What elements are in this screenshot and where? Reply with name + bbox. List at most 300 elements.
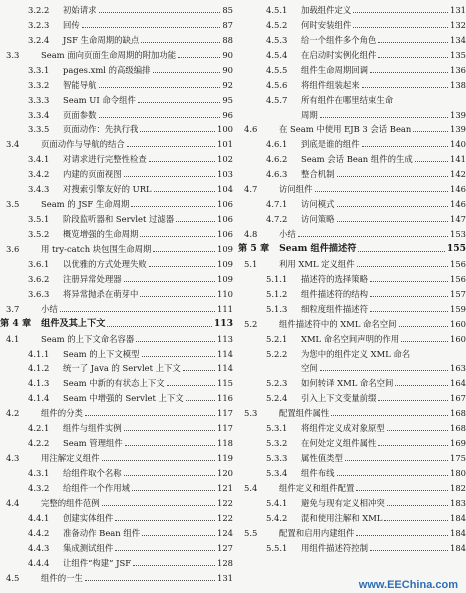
toc-entry-number: 3.5.1 (28, 214, 50, 225)
toc-entry-number: 3.6.2 (28, 273, 50, 284)
toc-entry (0, 568, 233, 583)
toc-entry-page: 153 (450, 229, 466, 239)
toc-dot-leader (149, 161, 215, 162)
toc-entry-title: 用 try-catch 块包围生命周期 (41, 243, 152, 254)
toc-entry-page: 109 (217, 258, 233, 269)
toc-entry (0, 90, 233, 105)
toc-entry-number: 4.4.1 (28, 512, 50, 523)
site-watermark: www.EEChina.com (358, 579, 458, 591)
toc-entry-number: 5.1 (244, 258, 258, 269)
toc-entry-title: 用组件描述符控制 (301, 542, 368, 553)
toc-entry (238, 179, 466, 194)
toc-entry-number: 3.4.2 (28, 169, 50, 180)
toc-entry-number: 5.3 (244, 408, 258, 419)
toc-entry (0, 30, 233, 45)
toc-entry (238, 164, 466, 179)
toc-dot-leader (353, 12, 448, 13)
toc-entry-page: 131 (450, 4, 466, 15)
toc-entry (238, 120, 466, 135)
toc-entry-page: 102 (217, 154, 233, 165)
toc-dot-leader (362, 146, 448, 147)
toc-entry-number: 3.7 (6, 303, 20, 314)
toc-entry-title: Seam 的上下文模型 (63, 348, 140, 359)
toc-entry-number: 4.5.3 (266, 34, 288, 45)
toc-entry-number: 5.1.3 (266, 303, 288, 314)
toc-dot-leader (298, 236, 448, 237)
toc-dot-leader (124, 281, 215, 282)
toc-entry-page: 134 (450, 34, 466, 45)
toc-entry-number: 4.5.5 (266, 64, 288, 75)
toc-entry-number: 5.1.1 (266, 273, 288, 284)
toc-dot-leader (124, 176, 215, 177)
toc-entry-title: 将异常抛杀在萌芽中 (63, 288, 139, 299)
toc-entry-page: 139 (450, 124, 466, 135)
toc-entry-number: 4.5.7 (266, 94, 288, 105)
toc-dot-leader (331, 415, 448, 416)
toc-entry-title: 小结 (41, 303, 58, 314)
toc-entry-page: 184 (450, 542, 466, 553)
toc-entry-number: 3.5 (6, 199, 20, 210)
toc-entry (0, 359, 233, 374)
toc-entry-title: 属性值类型 (301, 453, 343, 464)
toc-entry-page: 120 (217, 468, 233, 478)
toc-entry (0, 224, 233, 239)
toc-entry-number: 5.3.2 (266, 438, 288, 449)
toc-entry (238, 493, 466, 508)
toc-entry-number: 5.4.1 (266, 497, 288, 508)
toc-entry-page: 85 (222, 4, 233, 15)
toc-entry (0, 448, 233, 463)
toc-entry (0, 388, 233, 403)
toc-entry-page: 128 (217, 557, 233, 568)
toc-entry-number: 4.7.1 (266, 199, 288, 210)
toc-entry-number: 4.4.2 (28, 527, 50, 538)
toc-entry-title: 在 Seam 中使用 EJB 3 会话 Bean (279, 124, 412, 135)
toc-dot-leader (320, 117, 448, 118)
toc-entry-number: 5.2.1 (266, 333, 288, 344)
toc-entry-title: Seam 组件描述符 (279, 242, 357, 254)
toc-entry (0, 164, 233, 179)
toc-entry-title: 空间 (301, 363, 318, 374)
toc-dot-leader (337, 475, 449, 476)
toc-entry (0, 239, 233, 254)
toc-entry (238, 75, 466, 90)
toc-entry-page: 146 (450, 199, 466, 210)
toc-entry-title: 用注解定义组件 (41, 453, 100, 464)
toc-entry-title: 组件生命周期回调 (301, 64, 368, 75)
toc-dot-leader (178, 57, 220, 58)
toc-entry-page: 122 (217, 497, 233, 508)
toc-entry (0, 403, 233, 418)
toc-entry-title: 页面动作：先执行我 (63, 124, 139, 135)
toc-dot-leader (102, 460, 215, 461)
toc-entry-number: 5.2.3 (266, 378, 288, 389)
toc-entry (238, 299, 466, 314)
toc-entry (238, 284, 466, 299)
toc-entry-page: 115 (217, 378, 233, 389)
toc-entry-page: 96 (222, 109, 233, 120)
toc-entry-title: 引入上下文变量前缀 (301, 393, 377, 404)
toc-entry-number: 3.3.1 (28, 64, 50, 75)
toc-entry-title: 何时安装组件 (301, 19, 352, 30)
toc-entry (0, 314, 233, 329)
toc-entry (238, 418, 466, 433)
toc-entry-title: 内建的页面视图 (63, 169, 122, 180)
toc-entry-page: 101 (217, 139, 233, 150)
toc-entry (238, 373, 466, 388)
toc-entry-title: 利用 XML 定义组件 (279, 258, 355, 269)
toc-entry-page: 168 (450, 423, 466, 434)
toc-dot-leader (176, 221, 215, 222)
toc-dot-leader (378, 400, 448, 401)
toc-entry-title: 统一了 Java 的 Servlet 上下文 (63, 363, 181, 374)
toc-entry-title: 加载组件定义 (301, 4, 352, 15)
toc-entry-number: 4.2 (6, 408, 20, 419)
toc-entry-title: 概览增强的生命周期 (63, 229, 139, 239)
toc-entry-page: 182 (450, 482, 466, 493)
toc-entry-page: 136 (450, 64, 466, 75)
toc-entry-title: 组件描述符的结构 (301, 288, 368, 299)
toc-entry-title: 小结 (279, 229, 296, 239)
toc-entry-title: 如何转译 XML 命名空间 (301, 378, 394, 389)
toc-dot-leader (356, 490, 448, 491)
toc-entry-title: 将组件组装起来 (301, 79, 360, 90)
toc-entry-title: 配置和启用内建组件 (279, 527, 355, 538)
toc-entry-page: 100 (217, 124, 233, 135)
toc-entry (238, 60, 466, 75)
toc-entry (0, 149, 233, 164)
toc-entry-page: 95 (222, 94, 233, 105)
toc-dot-leader (153, 251, 215, 252)
toc-entry-number: 5.2.2 (266, 348, 288, 359)
toc-entry-page: 114 (217, 348, 233, 359)
toc-entry-page: 156 (450, 258, 466, 269)
toc-dot-leader (99, 12, 221, 13)
toc-entry-title: 描述符的选择策略 (301, 273, 368, 284)
toc-left-column (0, 0, 233, 583)
toc-entry (0, 45, 233, 60)
toc-dot-leader (140, 296, 215, 297)
toc-right-column (238, 0, 466, 553)
toc-entry-number: 3.3.3 (28, 94, 50, 105)
toc-dot-leader (387, 430, 448, 431)
toc-entry (238, 149, 466, 164)
toc-entry (238, 0, 466, 15)
toc-entry-page: 164 (450, 378, 466, 389)
toc-entry (238, 15, 466, 30)
toc-entry-title: Seam UI 命令组件 (63, 94, 136, 105)
toc-entry (0, 463, 233, 478)
toc-entry (238, 45, 466, 60)
toc-dot-leader (102, 505, 215, 506)
toc-entry (0, 269, 233, 284)
toc-entry-page: 139 (450, 109, 466, 120)
toc-entry (0, 344, 233, 359)
toc-entry-title: 整合机制 (301, 169, 335, 180)
toc-entry-page: 111 (217, 303, 233, 314)
toc-entry-number: 第 5 章 (238, 242, 270, 254)
toc-entry-page: 156 (450, 273, 466, 284)
toc-entry-page: 135 (450, 49, 466, 60)
toc-dot-leader (167, 385, 215, 386)
toc-dot-leader (356, 535, 448, 536)
toc-entry-title: 初始请求 (63, 4, 97, 15)
toc-entry-title: Seam 的上下文命名容器 (41, 333, 135, 344)
toc-entry-page: 184 (450, 527, 466, 538)
toc-entry-number: 4.6.2 (266, 154, 288, 165)
toc-entry-title: 完整的组件范例 (41, 497, 100, 508)
toc-entry-page: 117 (217, 423, 233, 434)
toc-dot-leader (378, 445, 448, 446)
toc-entry-title: 将组件定义成对象原型 (301, 423, 385, 434)
toc-entry-title: 页面参数 (63, 109, 97, 120)
toc-entry-page: 169 (450, 438, 466, 449)
toc-entry-page: 109 (217, 243, 233, 254)
toc-entry (0, 538, 233, 553)
toc-dot-leader (337, 221, 449, 222)
toc-entry-title: 给一个组件多个角色 (301, 34, 377, 45)
toc-entry-number: 4.1.1 (28, 348, 50, 359)
toc-entry (0, 179, 233, 194)
toc-entry-title: Seam 中增强的 Servlet 上下文 (63, 393, 184, 404)
toc-entry (238, 134, 466, 149)
toc-dot-leader (124, 430, 215, 431)
toc-entry-number: 5.4 (244, 482, 258, 493)
toc-entry-page: 160 (450, 333, 466, 344)
toc-dot-leader (384, 520, 448, 521)
toc-dot-leader (127, 146, 215, 147)
toc-entry (0, 523, 233, 538)
toc-entry-title: 周期 (301, 109, 318, 120)
toc-entry-title: 阶段监听器和 Servlet 过滤器 (63, 214, 175, 225)
toc-entry-number: 4.7.2 (266, 214, 288, 225)
toc-entry-page: 131 (217, 572, 233, 583)
toc-entry-page: 157 (450, 288, 466, 299)
toc-entry-title: 避免与现有定义相冲突 (301, 497, 385, 508)
toc-entry (0, 418, 233, 433)
toc-entry-page: 138 (450, 79, 466, 90)
toc-entry-page: 113 (213, 317, 233, 329)
toc-entry-number: 4.5.2 (266, 19, 288, 30)
toc-entry (238, 508, 466, 523)
toc-entry (0, 508, 233, 523)
toc-entry-title: 以优雅的方式处理失败 (63, 258, 147, 269)
toc-entry-title: 对请求进行完整性检查 (63, 154, 147, 165)
toc-entry-number: 3.6 (6, 243, 20, 254)
toc-dot-leader (395, 385, 448, 386)
toc-dot-leader (362, 87, 448, 88)
toc-entry-title: Seam 的 JSF 生命周期 (41, 199, 130, 210)
toc-entry-number: 3.3.5 (28, 124, 50, 135)
toc-entry-page: 106 (217, 199, 233, 210)
toc-dot-leader (370, 550, 448, 551)
toc-entry-number: 4.4 (6, 497, 20, 508)
toc-entry (238, 90, 466, 105)
toc-dot-leader (401, 341, 448, 342)
toc-entry-number: 4.6.3 (266, 169, 288, 180)
toc-dot-leader (82, 27, 221, 28)
toc-entry-page: 183 (450, 497, 466, 508)
toc-entry-page: 140 (450, 139, 466, 150)
toc-entry-number: 3.3 (6, 49, 20, 60)
toc-entry-page: 127 (217, 542, 233, 553)
toc-entry-title: 让组件“构建” JSF (63, 557, 132, 568)
toc-entry-title: 所有组件在哪里结束生命 (301, 94, 394, 105)
toc-entry (0, 105, 233, 120)
toc-entry-page: 116 (217, 393, 233, 404)
toc-entry (238, 269, 466, 284)
toc-entry (0, 134, 233, 149)
toc-entry-number: 5.3.1 (266, 423, 288, 434)
toc-entry-number: 4.5.6 (266, 79, 288, 90)
toc-entry-page: 103 (217, 169, 233, 180)
toc-entry-number: 5.3.3 (266, 453, 288, 464)
toc-entry-title: Seam 面向页面生命周期的附加功能 (41, 49, 177, 60)
toc-entry-page: 92 (222, 79, 233, 90)
toc-entry-title: 对搜索引擎友好的 URL (63, 184, 152, 195)
toc-entry-page: 110 (217, 288, 233, 299)
toc-entry-number: 4.2.2 (28, 438, 50, 449)
toc-dot-leader (315, 191, 449, 192)
toc-entry (238, 209, 466, 224)
toc-entry (0, 373, 233, 388)
toc-entry-title: 访问模式 (301, 199, 335, 210)
toc-dot-leader (399, 326, 448, 327)
toc-entry-title: 在启动时实例化组件 (301, 49, 377, 60)
toc-entry (0, 433, 233, 448)
toc-dot-leader (353, 27, 448, 28)
toc-entry-title: 组件及其上下文 (41, 317, 106, 329)
toc-entry-title: 为您中的组件定义 XML 命名 (301, 348, 411, 359)
toc-entry-page: 147 (450, 214, 466, 225)
toc-entry (238, 105, 466, 120)
toc-dot-leader (153, 72, 221, 73)
toc-dot-leader (337, 176, 449, 177)
toc-entry-title: 混和使用注解和 XML (301, 512, 383, 523)
toc-entry-title: 访问策略 (301, 214, 335, 225)
toc-entry-page: 167 (450, 393, 466, 404)
toc-entry-number: 5.5 (244, 527, 258, 538)
toc-entry-page: 146 (450, 184, 466, 195)
toc-entry-page: 168 (450, 408, 466, 419)
toc-dot-leader (60, 311, 215, 312)
toc-entry-number: 3.2.4 (28, 34, 50, 45)
toc-entry-number: 4.3.2 (28, 482, 50, 493)
toc-entry-title: 组件的一生 (41, 572, 83, 583)
toc-dot-leader (186, 400, 215, 401)
toc-entry-title: 在何处定义组件属性 (301, 438, 377, 449)
toc-entry-title: 创建实体组件 (63, 512, 114, 523)
toc-dot-leader (378, 57, 448, 58)
toc-entry-title: 组件描述符中的 XML 命名空间 (279, 318, 397, 329)
toc-entry-number: 4.6 (244, 124, 258, 135)
toc-entry-page: 122 (217, 512, 233, 523)
toc-entry (0, 120, 233, 135)
toc-entry (238, 478, 466, 493)
toc-entry-number: 3.3.4 (28, 109, 50, 120)
toc-dot-leader (133, 565, 215, 566)
toc-entry-number: 5.2.4 (266, 393, 288, 404)
toc-dot-leader (183, 370, 215, 371)
toc-entry (0, 553, 233, 568)
toc-entry-number: 3.5.2 (28, 229, 50, 239)
toc-entry (238, 30, 466, 45)
toc-entry-page: 121 (217, 482, 233, 493)
toc-dot-leader (132, 490, 215, 491)
toc-entry (0, 254, 233, 269)
toc-entry-page: 180 (450, 468, 466, 478)
toc-dot-leader (136, 341, 215, 342)
toc-dot-leader (149, 266, 215, 267)
toc-entry-number: 4.5.1 (266, 4, 288, 15)
toc-entry-title: 到底是谁的组件 (301, 139, 360, 150)
toc-entry (0, 284, 233, 299)
toc-entry-page: 124 (217, 527, 233, 538)
toc-entry-page: 175 (450, 453, 466, 464)
toc-entry-number: 4.5 (6, 572, 20, 583)
toc-entry (238, 433, 466, 448)
toc-dot-leader (142, 356, 215, 357)
toc-entry (238, 194, 466, 209)
toc-dot-leader (107, 326, 211, 327)
toc-dot-leader (125, 445, 215, 446)
toc-entry-number: 4.2.1 (28, 423, 50, 434)
toc-dot-leader (99, 87, 221, 88)
toc-entry (238, 463, 466, 478)
toc-entry-number: 3.2.2 (28, 4, 50, 15)
toc-entry-title: Seam 中新的有状态上下文 (63, 378, 165, 389)
toc-dot-leader (370, 281, 448, 282)
toc-entry-page: 141 (450, 154, 466, 165)
toc-entry-page: 88 (222, 34, 233, 45)
toc-entry-number: 3.4.1 (28, 154, 50, 165)
toc-entry (238, 403, 466, 418)
toc-entry-number: 3.6.1 (28, 258, 50, 269)
toc-entry-page: 159 (450, 303, 466, 314)
toc-entry (238, 344, 466, 359)
toc-entry (238, 329, 466, 344)
toc-entry-page: 106 (217, 229, 233, 239)
toc-entry-title: XML 命名空间声明的作用 (301, 333, 400, 344)
toc-entry-title: 组件定义和组件配置 (279, 482, 355, 493)
toc-entry (238, 388, 466, 403)
toc-entry (0, 299, 233, 314)
toc-entry-page: 117 (217, 408, 233, 419)
toc-dot-leader (345, 460, 448, 461)
toc-entry (0, 0, 233, 15)
toc-entry-number: 3.2.3 (28, 19, 50, 30)
toc-entry-number: 第 4 章 (0, 317, 32, 329)
toc-dot-leader (138, 102, 221, 103)
toc-entry-title: 回传 (63, 19, 80, 30)
toc-dot-leader (124, 475, 215, 476)
toc-dot-leader (142, 535, 215, 536)
toc-entry-number: 3.4 (6, 139, 20, 150)
toc-entry-title: pages.xml 的高级编排 (63, 64, 151, 75)
toc-dot-leader (378, 42, 448, 43)
toc-entry-title: 准备动作 Bean 组件 (63, 527, 141, 538)
toc-entry-number: 4.4.4 (28, 557, 50, 568)
toc-entry-title: 组件的分类 (41, 408, 83, 419)
toc-entry-page: 118 (217, 438, 233, 449)
toc-dot-leader (415, 161, 448, 162)
toc-entry (0, 15, 233, 30)
toc-entry-page: 90 (222, 64, 233, 75)
toc-entry-page: 155 (446, 242, 466, 254)
toc-entry-number: 4.8 (244, 229, 258, 239)
toc-entry (238, 239, 466, 254)
toc-entry-page: 104 (217, 184, 233, 195)
